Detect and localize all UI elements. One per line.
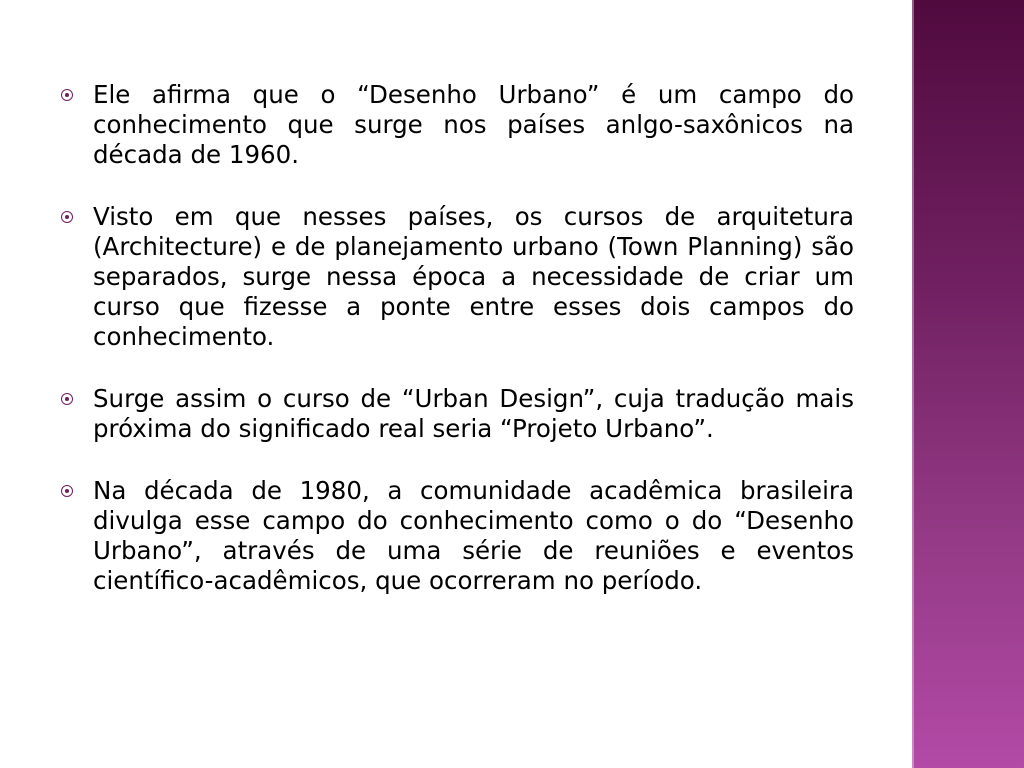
decorative-side-bar <box>912 0 1024 768</box>
bullet-text-2: Visto em que nesses países, os cursos de arquitetura (Architecture) e de planejamento urbano (Town Planning) são separados, surge nessa época a necessidade de criar um curso que fizesse a ponte entre esses dois campos do conhecimento. <box>93 202 854 351</box>
bullet-item-3 <box>60 384 854 444</box>
circle-dot-bullet-icon <box>61 393 73 405</box>
bullet-text-4: Na década de 1980, a comunidade acadêmica brasileira divulga esse campo do conhecimento como o do “Desenho Urbano”, através de uma série de reuniões e eventos científico-acadêmicos, que ocorreram no período. <box>93 476 854 595</box>
bullet-text-3: Surge assim o curso de “Urban Design”, cuja tradução mais próxima do significado real seria “Projeto Urbano”. <box>93 384 854 443</box>
circle-dot-bullet-icon <box>61 485 73 497</box>
bullet-list <box>60 80 854 628</box>
bullet-item-2 <box>60 202 854 352</box>
bullet-item-4 <box>60 476 854 596</box>
bullet-text-1: Ele afirma que o “Desenho Urbano” é um campo do conhecimento que surge nos países anlgo-saxônicos na década de 1960. <box>93 80 854 169</box>
circle-dot-bullet-icon <box>61 211 73 223</box>
bullet-item-1 <box>60 80 854 170</box>
circle-dot-bullet-icon <box>61 89 73 101</box>
